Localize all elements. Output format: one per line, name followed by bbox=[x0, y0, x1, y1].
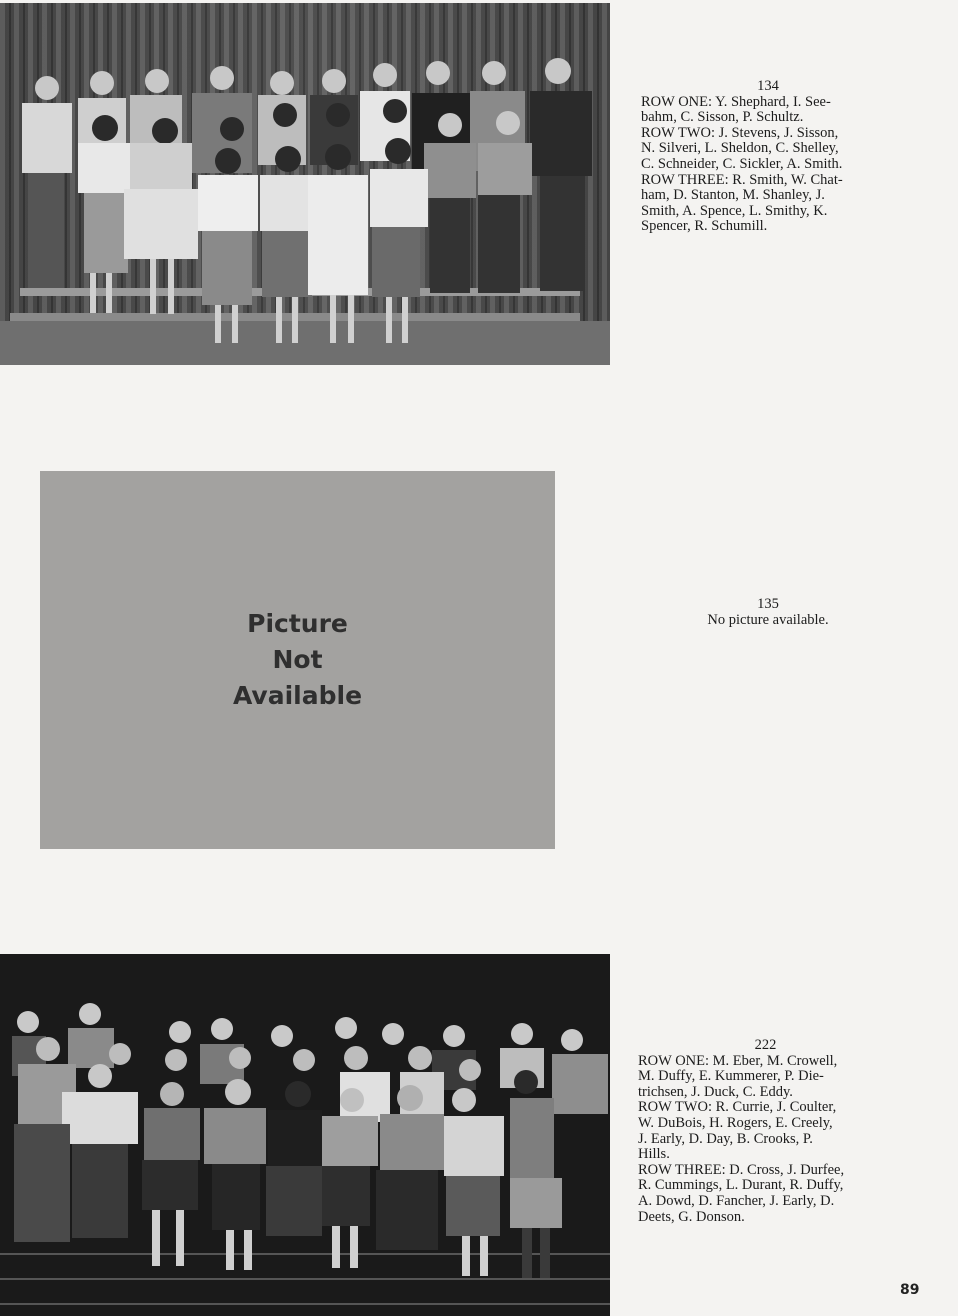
caption-line: ROW TWO: R. Currie, J. Coulter, bbox=[638, 1099, 837, 1116]
caption-line: ROW TWO: J. Stevens, J. Sisson, bbox=[641, 124, 839, 141]
caption-line: J. Early, D. Day, B. Crooks, P. bbox=[638, 1130, 813, 1147]
group-number: 135 bbox=[757, 596, 779, 612]
caption-line: ROW ONE: Y. Shephard, I. See- bbox=[641, 93, 831, 110]
caption-line: trichsen, J. Duck, C. Eddy. bbox=[638, 1083, 793, 1100]
caption-note: No picture available. bbox=[707, 611, 829, 628]
caption-line: N. Silveri, L. Sheldon, C. Shelley, bbox=[641, 140, 839, 157]
caption-group-134 bbox=[641, 79, 895, 235]
caption-line: C. Schneider, C. Sickler, A. Smith. bbox=[641, 155, 843, 172]
group-number: 134 bbox=[757, 78, 779, 94]
caption-line: M. Duffy, E. Kummerer, P. Die- bbox=[638, 1068, 824, 1085]
caption-line: R. Cummings, L. Durant, R. Duffy, bbox=[638, 1177, 844, 1194]
caption-line: ROW THREE: R. Smith, W. Chat- bbox=[641, 171, 843, 188]
group-number: 222 bbox=[754, 1037, 777, 1053]
class-photo-222 bbox=[0, 954, 610, 1316]
caption-line: W. DuBois, H. Rogers, E. Creely, bbox=[638, 1114, 833, 1131]
caption-line: Hills. bbox=[638, 1146, 670, 1163]
caption-line: ham, D. Stanton, M. Shanley, J. bbox=[641, 187, 825, 204]
caption-line: ROW ONE: M. Eber, M. Crowell, bbox=[638, 1052, 838, 1069]
class-photo-134 bbox=[0, 3, 610, 365]
picture-not-available-box bbox=[40, 471, 555, 849]
class-photo-134-image bbox=[0, 3, 610, 365]
placeholder-line: Not bbox=[272, 645, 323, 674]
caption-line: A. Dowd, D. Fancher, J. Early, D. bbox=[638, 1192, 835, 1209]
caption-line: Spencer, R. Schumill. bbox=[641, 218, 768, 235]
caption-line: Deets, G. Donson. bbox=[638, 1208, 745, 1225]
caption-group-135 bbox=[641, 597, 895, 628]
page-number: 89 bbox=[900, 1282, 920, 1298]
placeholder-line: Picture bbox=[247, 609, 348, 638]
caption-group-222 bbox=[638, 1038, 893, 1225]
class-photo-222-image bbox=[0, 954, 610, 1316]
caption-line: Smith, A. Spence, L. Smithy, K. bbox=[641, 202, 828, 219]
placeholder-line: Available bbox=[232, 681, 363, 710]
caption-line: bahm, C. Sisson, P. Schultz. bbox=[641, 109, 804, 126]
caption-line: ROW THREE: D. Cross, J. Durfee, bbox=[638, 1161, 845, 1178]
